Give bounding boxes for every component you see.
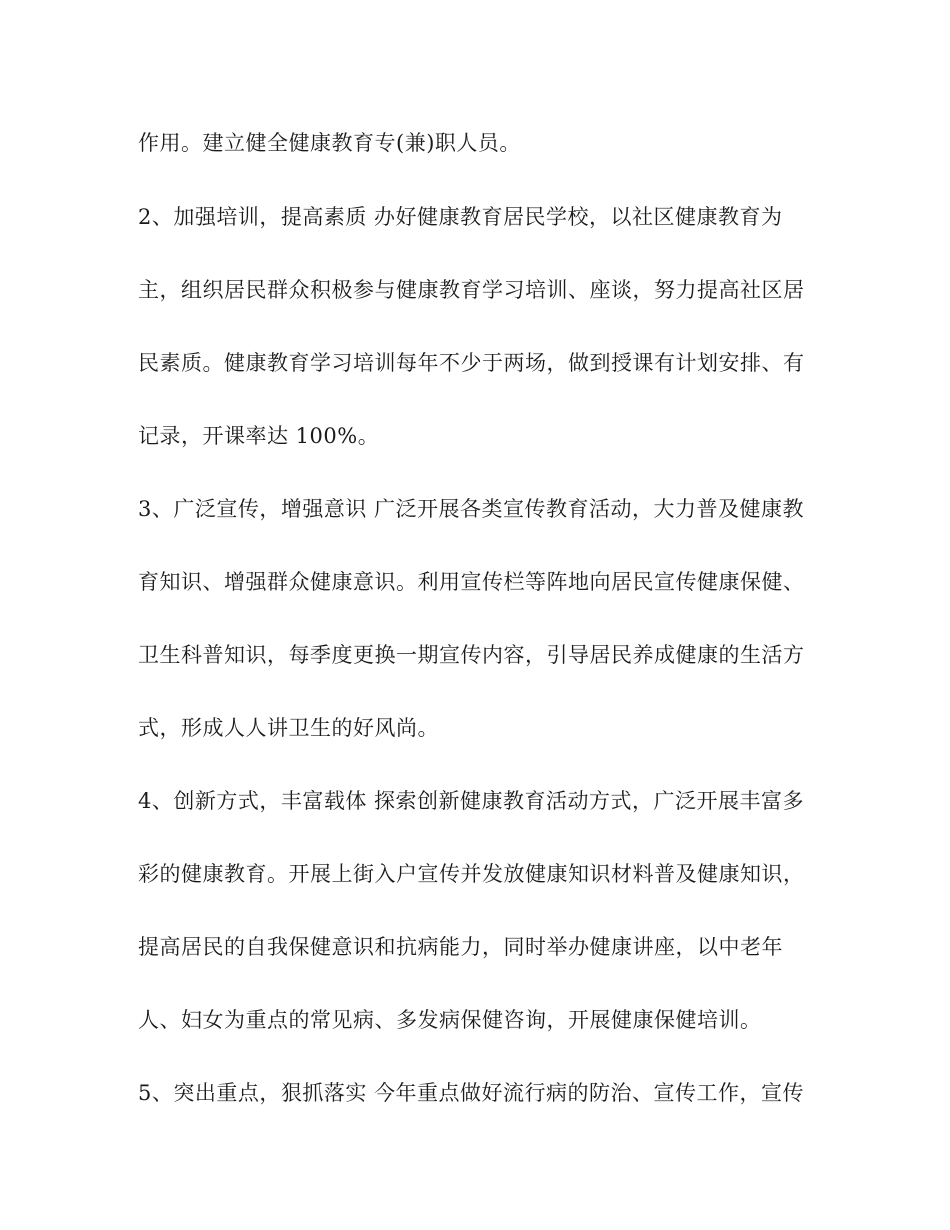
text-line: 主，组织居民群众积极参与健康教育学习培训、座谈，努力提高社区居 [138, 278, 805, 302]
text-line: 4、创新方式，丰富载体 探索创新健康教育活动方式，广泛开展丰富多 [138, 789, 805, 813]
text-line: 式，形成人人讲卫生的好风尚。 [138, 716, 439, 740]
text-line: 彩的健康教育。开展上街入户宣传并发放健康知识材料普及健康知识， [138, 862, 805, 886]
text-line: 5、突出重点，狠抓落实 今年重点做好流行病的防治、宣传工作，宣传 [138, 1081, 805, 1105]
text-line: 提高居民的自我保健意识和抗病能力，同时举办健康讲座，以中老年 [138, 935, 783, 959]
text-line: 作用。建立健全健康教育专(兼)职人员。 [138, 131, 521, 155]
text-line: 民素质。健康教育学习培训每年不少于两场，做到授课有计划安排、有 [138, 351, 805, 375]
text-line: 卫生科普知识，每季度更换一期宣传内容，引导居民养成健康的生活方 [138, 643, 805, 667]
text-line: 育知识、增强群众健康意识。利用宣传栏等阵地向居民宣传健康保健、 [138, 570, 805, 594]
text-line: 2、加强培训，提高素质 办好健康教育居民学校，以社区健康教育为 [138, 205, 783, 229]
text-line: 记录，开课率达 100%。 [138, 424, 380, 448]
text-line: 3、广泛宣传，增强意识 广泛开展各类宣传教育活动，大力普及健康教 [138, 497, 805, 521]
text-line: 人、妇女为重点的常见病、多发病保健咨询，开展健康保健培训。 [138, 1008, 762, 1032]
